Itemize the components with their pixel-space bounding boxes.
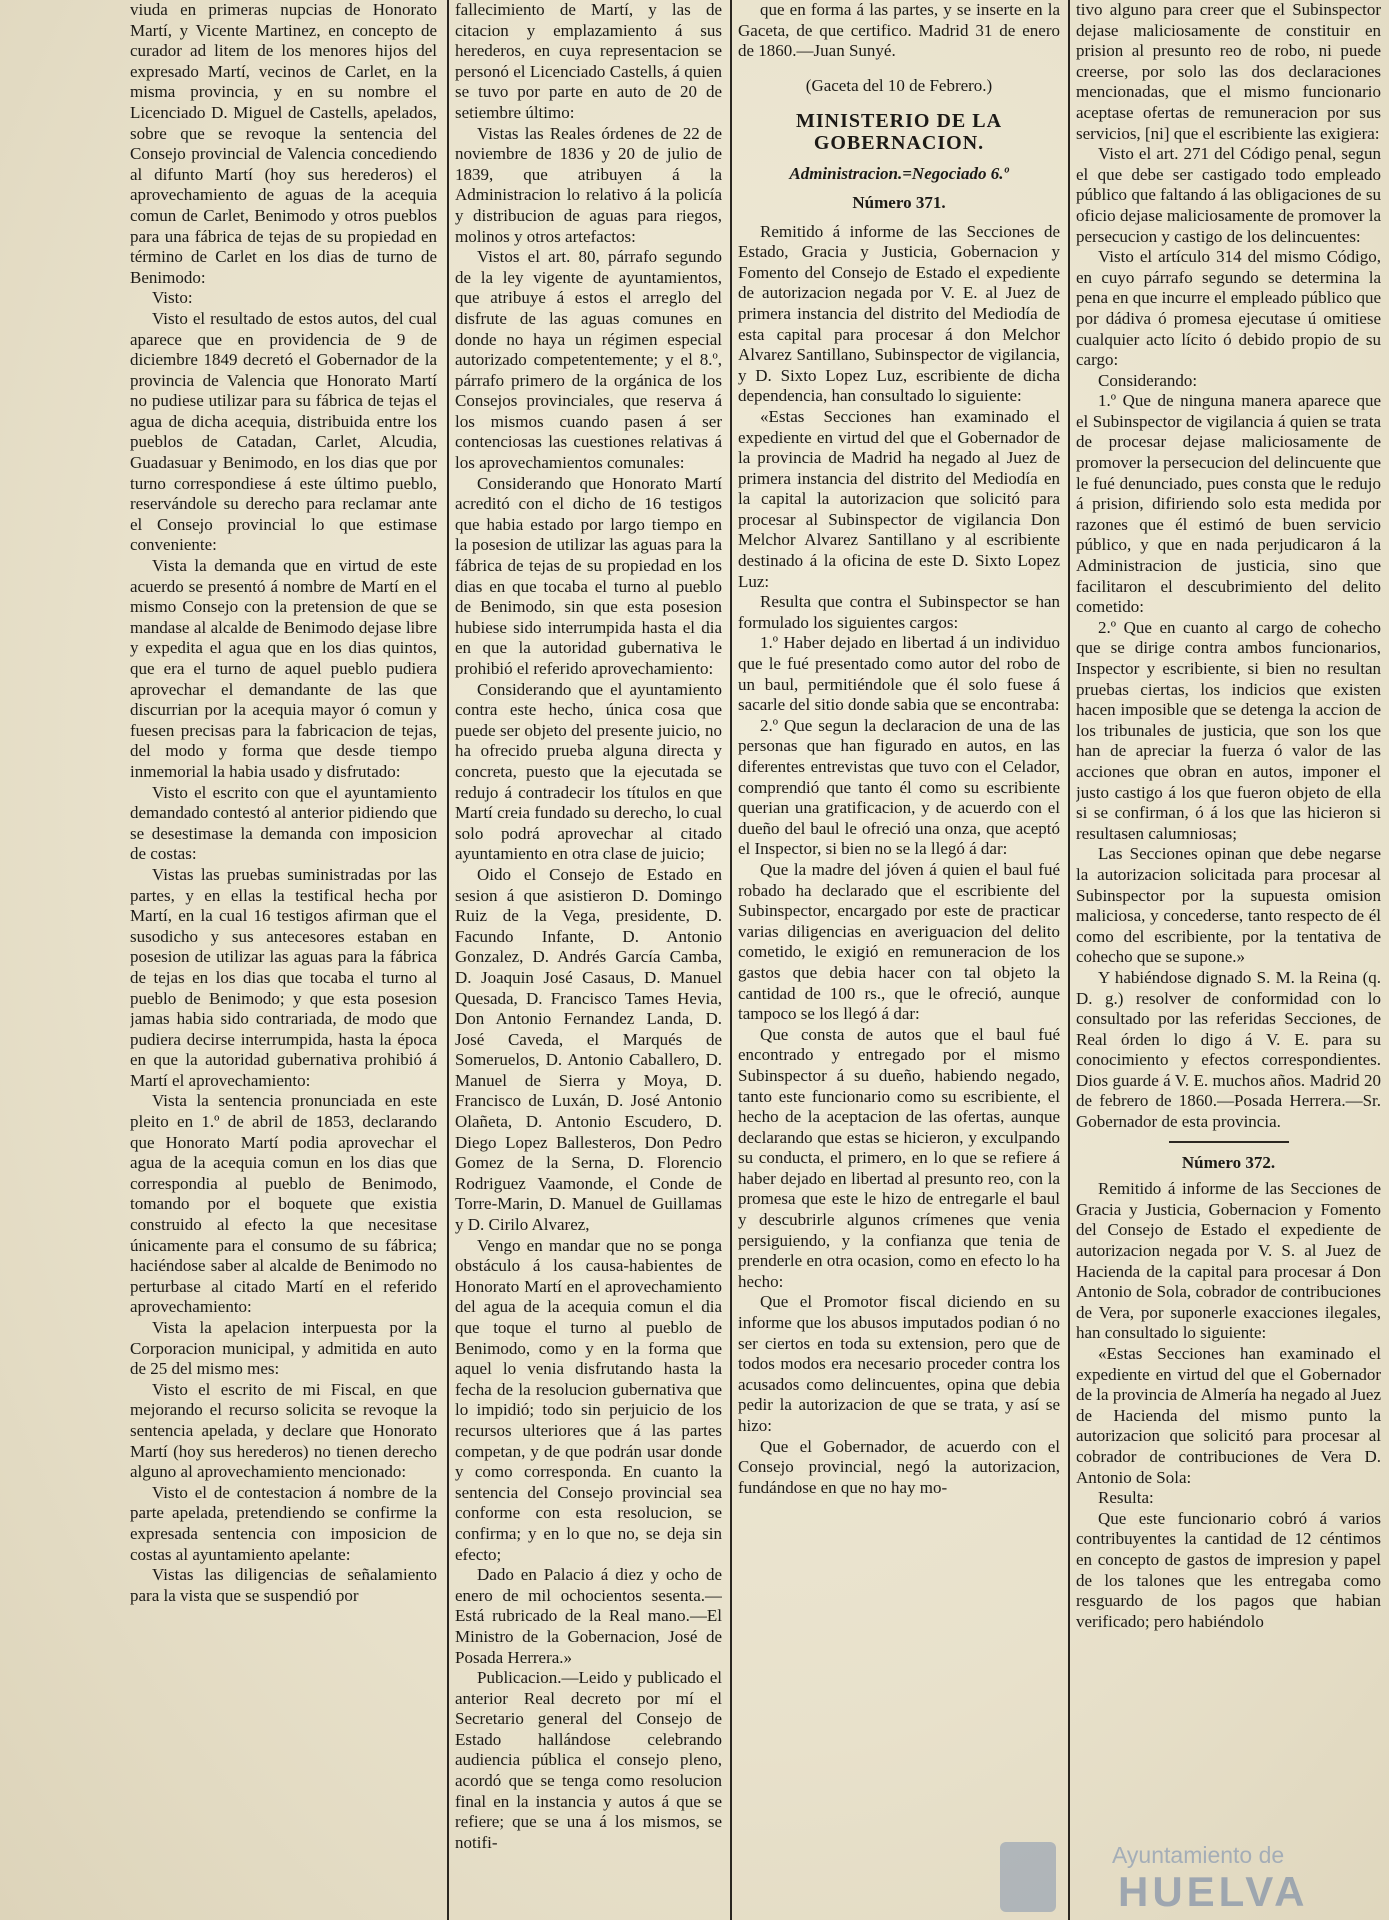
- paragraph: Vista la apelacion interpuesta por la Corporacion municipal, y admitida en auto de 25 del mismo mes:: [130, 1318, 437, 1379]
- paragraph: Visto el art. 271 del Código penal, segun el que debe ser castigado todo empleado público que faltando á las obligaciones de su oficio dejase maliciosamente de promover la persecucion y castigo de los delincuentes:: [1076, 144, 1381, 246]
- paragraph: Vistas las diligencias de señalamiento para la vista que se suspendió por: [130, 1565, 437, 1605]
- paragraph: «Estas Secciones han examinado el expediente en virtud del que el Gobernador de la provincia de Madrid ha negado al Juez de primera instancia del distrito del Mediodía en la capital la autorizacion que solicitó para procesar al Subinspector de vigilancia Don Melchor Alvarez Santillano y al escribiente destinado á la oficina de este D. Sixto Lopez Luz:: [738, 406, 1060, 591]
- paragraph: Que el Promotor fiscal diciendo en su informe que los abusos imputados podian ó no ser ciertos en toda su extension, pero que de todos modos era necesario proceder contra los acusados como delincuentes, opina que debia pedir la autorizacion de que se trata, y así se hizo:: [738, 1292, 1060, 1435]
- column-rule: [447, 0, 449, 1920]
- paragraph: Resulta:: [1098, 1488, 1154, 1508]
- column-rule: [1068, 0, 1070, 1920]
- paragraph: Que la madre del jóven á quien el baul fué robado ha declarado que el escribiente del Subinspector, encargado por este de practicar varias diligencias en averiguacion del delito cometido, le exigió en remuneracion de los gastos que debia hacer con tal objeto la cantidad de 100 rs., que le ofreció, aunque tampoco se los llegó á dar:: [738, 859, 1060, 1024]
- paragraph: fallecimiento de Martí, y las de citacion y emplazamiento á sus herederos, en cuya representacion se personó el Licenciado Castells, á quien se tuvo por parte en auto de 20 de setiembre último:: [455, 0, 722, 122]
- paragraph: Resulta que contra el Subinspector se han formulado los siguientes cargos:: [738, 592, 1060, 632]
- watermark-line-1: Ayuntamiento de: [1112, 1842, 1285, 1868]
- coat-of-arms-icon: [1000, 1842, 1056, 1912]
- paragraph: Remitido á informe de las Secciones de Gracia y Justicia, Gobernacion y Fomento del Consejo de Estado el expediente de autorizacion negada por V. S. al Juez de Hacienda de la capital para procesar á Don Antonio de Sola, cobrador de contribuciones de Vera, por suponerle exacciones ilegales, han consultado lo siguiente:: [1076, 1179, 1381, 1343]
- paragraph: tivo alguno para creer que el Subinspector dejase maliciosamente de constituir en prision al presunto reo de robo, ni puede creerse, por solo las dos declaraciones mencionadas, que el mismo funcionario aceptase ofertas de remuneracion por sus servicios, [ni] que el escribiente las exigiera:: [1076, 0, 1381, 143]
- paragraph: que en forma á las partes, y se inserte en la Gaceta, de que certifico. Madrid 31 de enero de 1860.—Juan Sunyé.: [738, 0, 1060, 61]
- paragraph: Visto el de contestacion á nombre de la parte apelada, pretendiendo se confirme la expresada sentencia con imposicion de costas al ayuntamiento apelante:: [130, 1482, 437, 1564]
- paragraph: 1.º Que de ninguna manera aparece que el Subinspector de vigilancia á quien se trata de procesar dejase maliciosamente de promover la persecucion del delincuente que le fué denunciado, pues consta que le redujo á prision, difiriendo solo esta medida por razones que él estimó de buen servicio público, y que en nada perjudicaron á la Administracion de justicia, sino que facilitaron el descubrimiento del delito cometido:: [1076, 391, 1381, 617]
- gazette-date: (Gaceta del 10 de Febrero.): [805, 75, 993, 95]
- column-4: [1076, 0, 1381, 1920]
- section-subheading: Administracion.=Negociado 6.º: [789, 164, 1009, 184]
- paragraph: Considerando:: [1098, 370, 1198, 390]
- paragraph: Dado en Palacio á diez y ocho de enero de mil ochocientos sesenta.—Está rubricado de la Real mano.—El Ministro de la Gobernacion, José de Posada Herrera.»: [455, 1565, 722, 1667]
- paragraph: Considerando que el ayuntamiento contra este hecho, única cosa que puede ser objeto del presente juicio, no ha ofrecido prueba alguna directa y concreta, puesto que la ejecutada se redujo á contradecir los títulos en que Martí creia fundado su derecho, lo cual solo podrá aprovechar al citado ayuntamiento en otra clase de juicio;: [455, 679, 722, 864]
- paragraph: Oido el Consejo de Estado en sesion á que asistieron D. Domingo Ruiz de la Vega, presidente, D. Facundo Infante, D. Antonio Gonzalez, D. Andrés García Camba, D. Joaquin José Casaus, D. Manuel Quesada, D. Francisco Tames Hevia, Don Antonio Fernandez Landa, D. José Caveda, el Marqués de Someruelos, D. Antonio Caballero, D. Manuel de Sierra y Moya, D. Francisco de Luxán, D. José Antonio Olañeta, D. Antonio Escudero, D. Diego Lopez Ballesteros, Don Pedro Gomez de la Serna, D. Florencio Rodriguez Vaamonde, el Conde de Torre-Marin, D. Manuel de Guillamas y D. Cirilo Alvarez,: [455, 864, 722, 1235]
- paragraph: 2.º Que en cuanto al cargo de cohecho que se dirige contra ambos funcionarios, Inspector y escribiente, si bien no resultan pruebas ciertas, los indicios que existen hacen imposible que se detenga la accion de los tribunales de justicia, que son los que han de apreciar la fuerza ó valor de las acciones que obran en autos, imponer el justo castigo á los que fueron objeto de ella si se confirman, ó á los que las hicieron si resultasen calumniosas;: [1076, 617, 1381, 843]
- paragraph: Vista la demanda que en virtud de este acuerdo se presentó á nombre de Martí en el mismo Consejo con la pretension de que se mandase al alcalde de Benimodo dejase libre y expedita el agua que en los dias quintos, que era el turno de aquel pueblo pudiera aprovechar el demandante de las que discurrian por la acequia mayor ó comun y fuesen precisas para la fabricacion de tejas, del modo y forma que desde tiempo inmemorial la habia usado y disfrutado:: [130, 556, 437, 781]
- paragraph: Que este funcionario cobró á varios contribuyentes la cantidad de 12 céntimos en concepto de gastos de impresion y papel de los talones que les entregaba como resguardo de los pagos que habian verificado; pero habiéndolo: [1076, 1508, 1381, 1631]
- column-rule: [730, 0, 732, 1920]
- paragraph: Vengo en mandar que no se ponga obstáculo á los causa-habientes de Honorato Martí en el aprovechamiento del agua de la acequia comun el dia que toque el turno al pueblo de Benimodo, como y en la forma que aquel lo venia disfrutando hasta la fecha de la resolucion gubernativa que lo impidió; todo sin perjuicio de los recursos ulteriores que á las partes competan, y de que podrán usar donde y como corresponda. En cuanto la sentencia del Consejo provincial sea conforme con esta resolucion, se confirma; y en lo que no, se deja sin efecto;: [455, 1235, 722, 1564]
- paragraph: viuda en primeras nupcias de Honorato Martí, y Vicente Martinez, en concepto de curador ad litem de los menores hijos del expresado Martí, vecinos de Carlet, en la misma provincia, y en su nombre el Licenciado D. Miguel de Castells, apelados, sobre que se revoque la sentencia del Consejo provincial de Valencia concediendo al difunto Martí (hoy sus herederos) el aprovechamiento de aguas de la acequia comun de Carlet, Benimodo y otros pueblos para una fábrica de tejas de su propiedad en término de Carlet en los dias de turno de Benimodo:: [130, 0, 437, 287]
- paragraph: Visto:: [152, 288, 193, 308]
- paragraph: 1.º Haber dejado en libertad á un individuo que le fué presentado como autor del robo de un baul, permitiéndole que él solo fuese á sacarle del sitio donde sabia que se encontraba:: [738, 633, 1060, 715]
- paragraph: Publicacion.—Leido y publicado el anterior Real decreto por mí el Secretario general del Consejo de Estado hallándose celebrando audiencia pública el consejo pleno, acordó que se tenga como resolucion final en la instancia y autos á que se refiere; que se una á los mismos, se notifi-: [455, 1668, 722, 1852]
- paragraph: Visto el artículo 314 del mismo Código, en cuyo párrafo segundo se determina la pena en que incurre el empleado público que por dádiva ó promesa ejecutase ú omitiese cualquier acto lícito ó debido propio de su cargo:: [1076, 247, 1381, 370]
- paragraph: Visto el resultado de estos autos, del cual aparece que en providencia de 9 de diciembre 1849 decretó el Gobernador de la provincia de Valencia que Honorato Martí no pudiese utilizar para su fábrica de tejas el agua de dicha acequia, distribuida entre los pueblos de Catadan, Carlet, Alcudia, Guadasuar y Benimodo, en los dias que por turno correspondiese á este último pueblo, reservándole su derecho para reclamar ante el Consejo provincial lo que estimase conveniente:: [130, 308, 437, 555]
- watermark-line-2: HUELVA: [1118, 1868, 1309, 1915]
- paragraph: Las Secciones opinan que debe negarse la autorizacion solicitada para procesar al Subinspector por la supuesta omision maliciosa, y concederse, tanto respecto de él como del escribiente, por la tentativa de cohecho que se supone.»: [1076, 844, 1381, 967]
- paragraph: Que consta de autos que el baul fué encontrado y entregado por el mismo Subinspector á su dueño, habiendo negado, tanto este funcionario como su escribiente, el hecho de la aceptacion de las ofertas, aunque declarando que estas se hicieron, y exculpando su conducta, el primero, en lo que se refiere á haber dejado en libertad al presunto reo, con la promesa que este le hizo de entregarle el baul y descubrirle algunos crímenes que venia persiguiendo, y la confianza que tenia de prenderle en otra ocasion, como en efecto lo ha hecho:: [738, 1024, 1060, 1291]
- paragraph: Y habiéndose dignado S. M. la Reina (q. D. g.) resolver de conformidad con lo consultado por las referidas Secciones, de Real órden lo digo á V. E. para su conocimiento y efectos correspondientes. Dios guarde á V. E. muchos años. Madrid 20 de febrero de 1860.—Posada Herrera.—Sr. Gobernador de esta provincia.: [1076, 967, 1381, 1132]
- paragraph: 2.º Que segun la declaracion de una de las personas que han figurado en autos, en las diferentes entrevistas que tuvo con el Celador, comprendió que tanto él como su escribiente querian una gratificacion, y de acuerdo con el dueño del baul le ofreció una onza, que aceptó el Inspector, si bien no se la llegó á dar:: [738, 715, 1060, 859]
- column-1: [130, 0, 437, 1920]
- paragraph: Visto el escrito de mi Fiscal, en que mejorando el recurso solicita se revoque la sentencia apelada, y declare que Honorato Martí (hoy sus herederos) no tienen derecho alguno al aprovechamiento mencionado:: [130, 1379, 437, 1482]
- paragraph: Visto el escrito con que el ayuntamiento demandado contestó al anterior pidiendo que se desestimase la demanda con imposicion de costas:: [130, 782, 437, 864]
- paragraph: Vistos el art. 80, párrafo segundo de la ley vigente de ayuntamientos, que atribuye á estos el arreglo del disfrute de las aguas comunes en donde no haya un régimen especial autorizado competentemente; y el 8.º, párrafo primero de la orgánica de los Consejos provinciales, que reserva á los mismos cuando pasen á ser contenciosas las cuestiones relativas á los aprovechamientos comunales:: [455, 247, 722, 473]
- paragraph: Vistas las pruebas suministradas por las partes, y en ellas la testifical hecha por Martí, en la cual 16 testigos afirman que el susodicho y sus antecesores estaban en posesion de utilizar las aguas para la fábrica de tejas en los dias que tocaba el turno al pueblo de Benimodo; y que esta posesion jamas habia sido contrariada, de modo que pudiera decirse interrumpida, hasta la época en que la autoridad gubernativa prohibió á Martí el aprovechamiento:: [130, 864, 437, 1090]
- paragraph: Vista la sentencia pronunciada en este pleito en 1.º de abril de 1853, declarando que Honorato Martí podia aprovechar el agua de la acequia comun en los dias que correspondia al pueblo de Benimodo, tomando por el boquete que existia construido al efecto la que necesitase únicamente para el consumo de su fábrica; haciéndose saber al alcalde de Benimodo no perturbase al citado Martí en el referido aprovechamiento:: [130, 1091, 437, 1317]
- paragraph: Que el Gobernador, de acuerdo con el Consejo provincial, negó la autorizacion, fundándose en que no hay mo-: [738, 1436, 1060, 1497]
- paragraph: Considerando que Honorato Martí acreditó con el dicho de 16 testigos que habia estado por largo tiempo en la posesion de utilizar las aguas para la fábrica de tejas de su propiedad en los dias en que tocaba el turno al pueblo de Benimodo, sin que esta posesion hubiese sido interrumpida hasta el dia en que la autoridad gubernativa le prohibió el referido aprovechamiento:: [455, 473, 722, 678]
- paragraph: Remitido á informe de las Secciones de Estado, Gracia y Justicia, Gobernacion y Fomento del Consejo de Estado el expediente de autorizacion negada por V. E. al Juez de primera instancia del distrito del Mediodía de esta capital para procesar á don Melchor Alvarez Santillano, Subinspector de vigilancia, y D. Sixto Lopez Luz, escribiente de dicha dependencia, han consultado lo siguiente:: [738, 221, 1060, 406]
- paragraph: Vistas las Reales órdenes de 22 de noviembre de 1836 y 20 de julio de 1839, que atribuyen á la Administracion lo relativo á la policía y distribucion de aguas para riegos, molinos y otros artefactos:: [455, 123, 722, 246]
- column-3: [738, 0, 1060, 1920]
- column-2: [455, 0, 722, 1920]
- number-heading: Número 371.: [852, 192, 946, 212]
- archive-watermark: [1000, 1840, 1380, 1914]
- number-heading: Número 372.: [1181, 1152, 1276, 1172]
- section-divider: [1169, 1141, 1289, 1143]
- ministry-heading: MINISTERIO DE LA GOBERNACION.: [795, 110, 1003, 155]
- paragraph: «Estas Secciones han examinado el expediente en virtud del que el Gobernador de la provincia de Almería ha negado al Juez de Hacienda del mismo punto la autorizacion que solicitó para procesar al cobrador de contribuciones de Vera D. Antonio de Sola:: [1076, 1344, 1381, 1487]
